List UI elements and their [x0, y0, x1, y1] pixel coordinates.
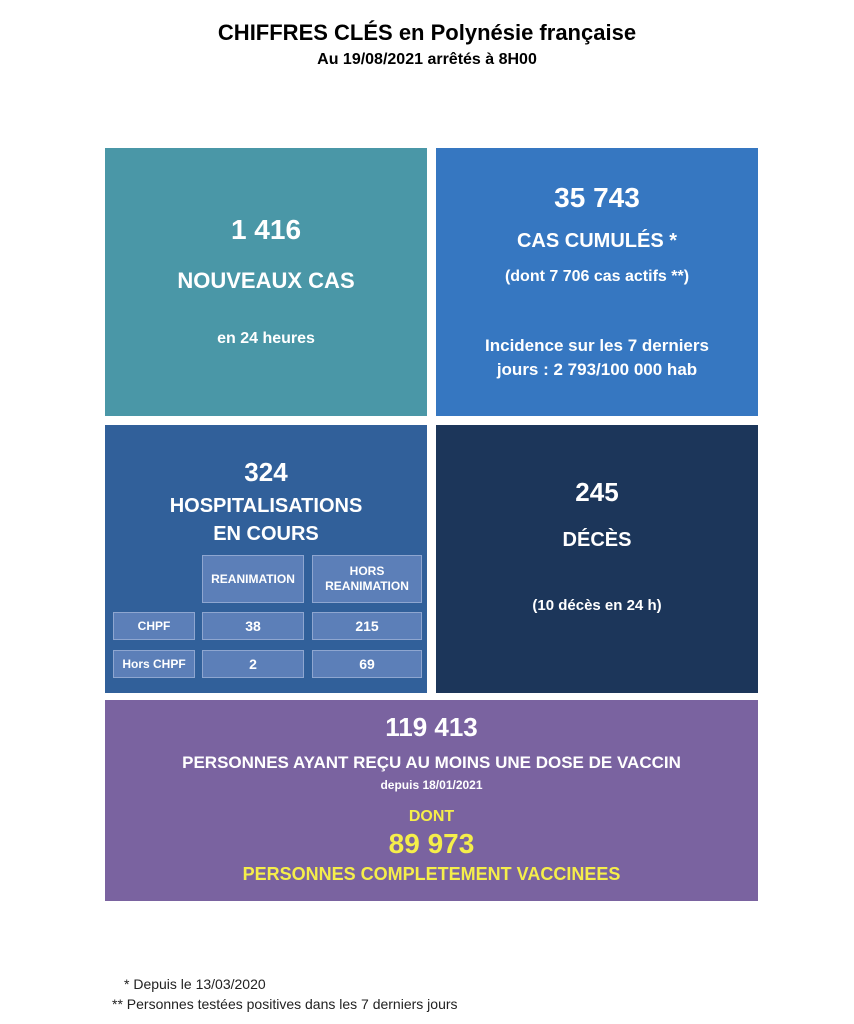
page-title: CHIFFRES CLÉS en Polynésie française — [217, 20, 637, 45]
new-cases-period: en 24 heures — [217, 330, 315, 347]
cumulative-cases-value: 35 743 — [554, 182, 640, 213]
header-reanimation: REANIMATION — [202, 555, 304, 603]
page-header — [0, 18, 854, 72]
deaths-value: 245 — [575, 477, 619, 507]
header-hors-reanimation — [312, 555, 422, 603]
chpf-reanimation-value: 38 — [202, 612, 304, 640]
fully-vaccinated-label: PERSONNES COMPLETEMENT VACCINEES — [242, 864, 621, 884]
vaccination-since: depuis 18/01/2021 — [380, 778, 483, 792]
header-hors-line2: REANIMATION — [325, 579, 409, 593]
deaths-label: DÉCÈS — [562, 529, 632, 551]
footnote-2: ** Personnes testées positives dans les 7 derniers jours — [112, 996, 458, 1012]
row-label-chpf: CHPF — [113, 612, 195, 640]
hors-chpf-hors-value: 69 — [312, 650, 422, 678]
active-cases-text: (dont 7 706 cas actifs **) — [504, 268, 690, 285]
deaths-tile — [436, 425, 758, 693]
hospitalisations-label-line2: EN COURS — [213, 523, 319, 545]
hospitalisations-label-line1: HOSPITALISATIONS — [169, 495, 363, 517]
row-label-hors-chpf: Hors CHPF — [113, 650, 195, 678]
incidence-line1: Incidence sur les 7 derniers — [485, 336, 709, 355]
footnotes — [112, 974, 458, 1014]
header-hors-line1: HORS — [349, 564, 385, 578]
fully-vaccinated-value: 89 973 — [388, 828, 475, 859]
cumulative-cases-tile — [436, 148, 758, 416]
chpf-hors-value: 215 — [312, 612, 422, 640]
new-cases-label: NOUVEAUX CAS — [177, 268, 355, 293]
hospitalisations-value: 324 — [244, 457, 288, 487]
page-subtitle: Au 19/08/2021 arrêtés à 8H00 — [317, 51, 537, 68]
deaths-recent: (10 décès en 24 h) — [532, 597, 662, 614]
footnote-1: * Depuis le 13/03/2020 — [124, 976, 266, 992]
new-cases-tile — [105, 148, 427, 416]
hors-chpf-reanimation-value: 2 — [202, 650, 304, 678]
vaccination-dont: DONT — [408, 808, 455, 825]
incidence-line2: jours : 2 793/100 000 hab — [496, 360, 698, 379]
new-cases-value: 1 416 — [230, 214, 302, 245]
vaccination-label: PERSONNES AYANT REÇU AU MOINS UNE DOSE DE VACCIN — [182, 753, 681, 772]
hospitalisations-tile — [105, 425, 427, 693]
cumulative-cases-label: CAS CUMULÉS * — [516, 230, 677, 252]
vaccination-tile — [105, 700, 758, 901]
vaccination-value: 119 413 — [385, 712, 478, 742]
